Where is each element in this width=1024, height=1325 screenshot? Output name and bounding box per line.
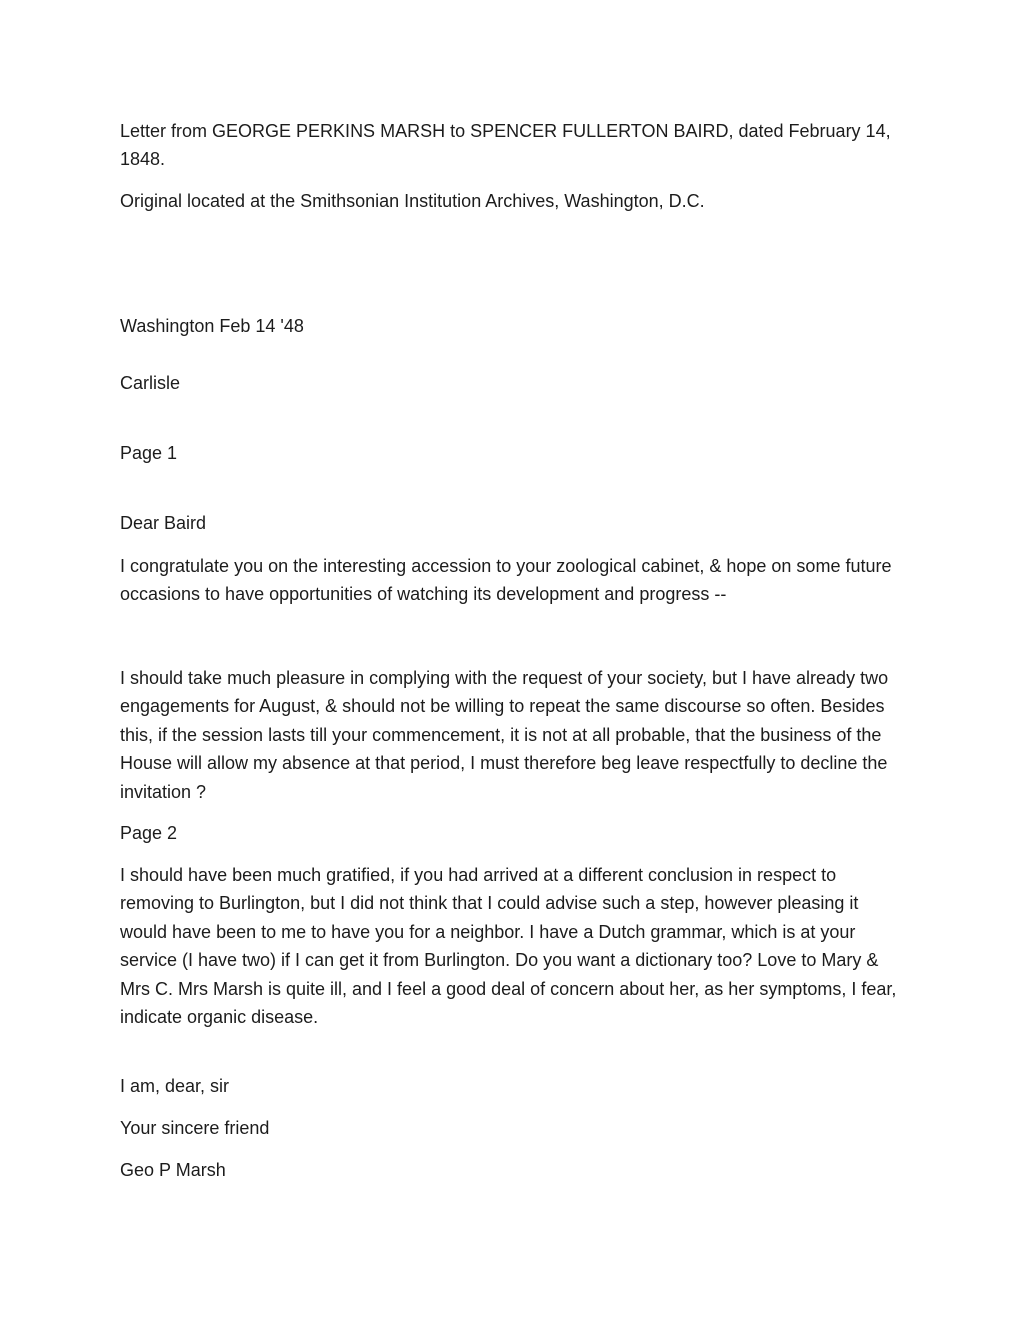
page-label-2: Page 2 — [120, 823, 178, 843]
source-note: Original located at the Smithsonian Institution Archives, Washington, D.C. — [120, 191, 705, 211]
letter-paragraph-3: I should have been much gratified, if you had arrived at a different conclusion in respect to removing to Burlington, but I did not think that I could advise such a step, however pleasing it would have been to me to have you for a neighbor. I have a Dutch grammar, which is at your service (I have two) if I can get it from Burlington. Do you want a dictionary too? Love to Mary & Mrs C. Mrs Marsh is quite ill, and I feel a good deal of concern about her, as her symptoms, I fear, indicate organic disease. — [120, 865, 897, 1028]
letter-place-date: Washington Feb 14 '48 — [120, 316, 304, 336]
letter-paragraph-2: I should take much pleasure in complying with the request of your society, but I have already two engagements for August, & should not be willing to repeat the same discourse so often. Besides this, if the session lasts till your commencement, it is not at all probable, that the business of the House will allow my absence at that period, I must therefore beg leave respectfully to decline the invitation ? — [120, 668, 889, 802]
letter-signature: Geo P Marsh — [120, 1160, 226, 1180]
document-title: Letter from GEORGE PERKINS MARSH to SPENCER FULLERTON BAIRD, dated February 14, 1848. — [120, 121, 891, 170]
letter-location: Carlisle — [120, 373, 181, 393]
letter-paragraph-1: I congratulate you on the interesting accession to your zoological cabinet, & hope on some future occasions to have opportunities of watching its development and progress -- — [120, 556, 892, 605]
letter-closing-2: Your sincere friend — [120, 1118, 270, 1138]
page-label-1: Page 1 — [120, 443, 178, 463]
letter-salutation: Dear Baird — [120, 513, 207, 533]
letter-closing-1: I am, dear, sir — [120, 1076, 230, 1096]
